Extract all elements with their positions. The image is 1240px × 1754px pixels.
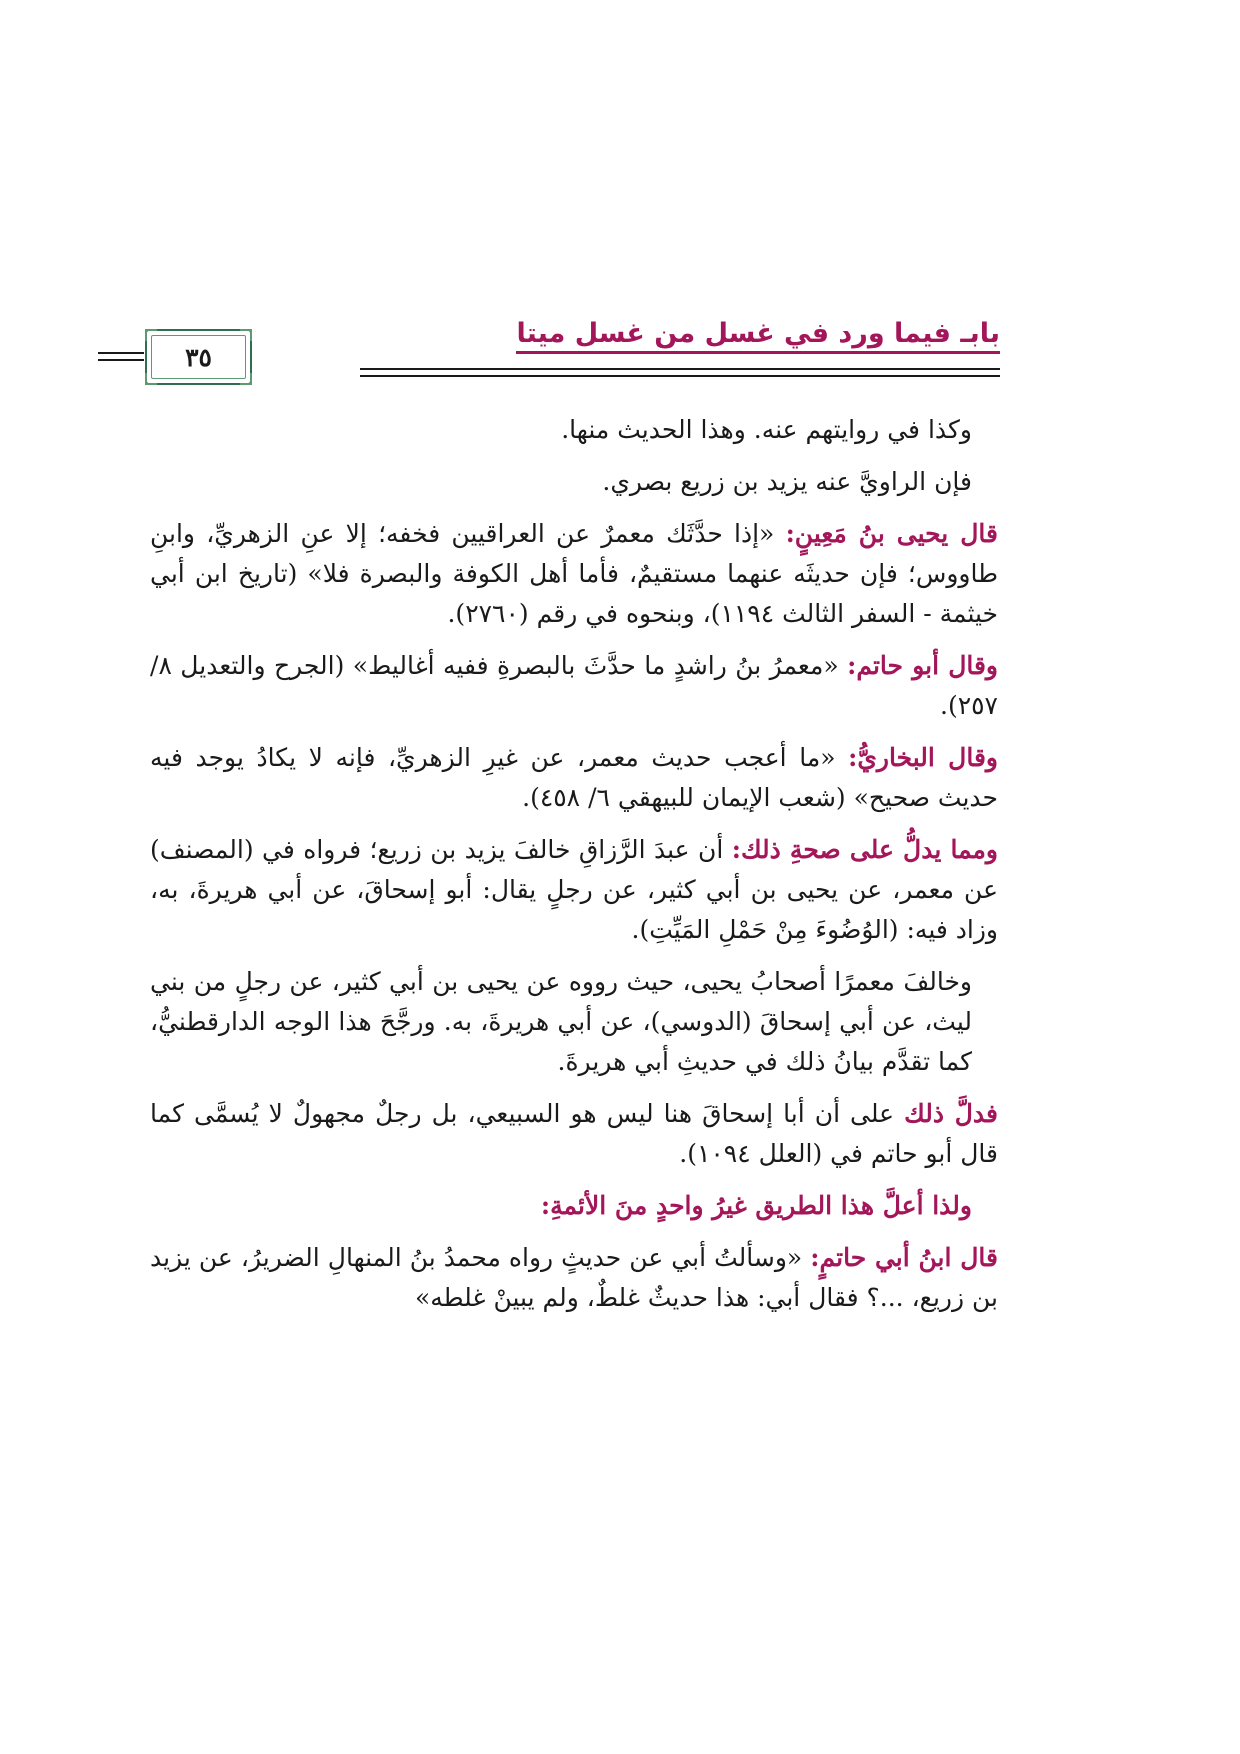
paragraph-text: على أن أبا إسحاقَ هنا ليس هو السبيعي، بل رجلٌ مجهولٌ لا يُسمَّى كما قال أبو حاتم في (العلل ١٠٩٤). — [150, 1099, 998, 1168]
paragraph-lead: قال يحيى بنُ مَعِينٍ: — [785, 519, 998, 548]
paragraph-lead: وقال البخاريُّ: — [848, 743, 998, 772]
paragraph-text: وخالفَ معمرًا أصحابُ يحيى، حيث رووه عن يحيى بن أبي كثير، عن رجلٍ من بني ليث، عن أبي إسحاقَ (الدوسي)، عن أبي هريرةَ، به. ورجَّحَ هذا الوجه الدارقطنيُّ، كما تقدَّم بيانُ ذلك في حديثِ أبي هريرةَ. — [150, 967, 972, 1076]
header-rule-bottom-right — [360, 375, 1000, 377]
paragraph — [150, 830, 998, 950]
paragraph-text: «ما أعجب حديث معمر، عن غيرِ الزهريِّ، فإنه لا يكادُ يوجد فيه حديث صحيح» (شعب الإيمان للبيهقي ٦/ ٤٥٨). — [150, 743, 998, 812]
paragraph-lead: فدلَّ ذلك — [904, 1099, 998, 1128]
paragraph-lead: قال ابنُ أبي حاتمٍ: — [810, 1243, 998, 1272]
paragraph — [150, 738, 998, 818]
paragraph — [150, 646, 998, 726]
paragraph — [150, 962, 998, 1082]
paragraph — [150, 410, 998, 450]
paragraph-text: وكذا في روايتهم عنه. وهذا الحديث منها. — [561, 415, 972, 444]
paragraph-text: «وسألتُ أبي عن حديثٍ رواه محمدُ بنُ المنهالِ الضريرُ، عن يزيد بن زريع، ...؟ فقال أبي: هذا حديثٌ غلطٌ، ولم يبينْ غلطه» — [150, 1243, 998, 1312]
page-header — [148, 318, 1000, 380]
page-number: ٣٥ — [151, 335, 246, 379]
paragraph — [150, 1238, 998, 1318]
paragraph-text: فإن الراويَّ عنه يزيد بن زريع بصري. — [602, 467, 972, 496]
header-rule-bottom-left — [98, 359, 144, 361]
paragraph-text: أن عبدَ الرَّزاقِ خالفَ يزيد بن زريع؛ فرواه في (المصنف) عن معمر، عن يحيى بن أبي كثير، عن رجلٍ يقال: أبو إسحاقَ، عن أبي هريرةَ، به، وزاد فيه: (الوُضُوءَ مِنْ حَمْلِ المَيِّتِ). — [150, 835, 998, 944]
page-body — [150, 410, 998, 1330]
paragraph-text: «إذا حدَّثَك معمرٌ عن العراقيين فخفه؛ إلا عنِ الزهريِّ، وابنِ طاووس؛ فإن حديثَه عنهما مستقيمٌ، فأما أهل الكوفة والبصرة فلا» (تاريخ ابن أبي خيثمة - السفر الثالث ١١٩٤)، وبنحوه في رقم (٢٧٦٠). — [150, 519, 998, 628]
paragraph-lead: وقال أبو حاتم: — [847, 651, 999, 680]
chapter-title: بابـ فيما ورد في غسل من غسل ميتا — [516, 318, 1000, 354]
paragraph — [150, 1094, 998, 1174]
section-heading: ولذا أعلَّ هذا الطريق غيرُ واحدٍ منَ الأئمةِ: — [540, 1191, 972, 1220]
page-number-badge — [145, 329, 252, 385]
paragraph — [150, 462, 998, 502]
header-rule-top-right — [360, 368, 1000, 370]
paragraph-lead: ومما يدلُّ على صحةِ ذلك: — [731, 835, 998, 864]
paragraph-text: «معمرُ بنُ راشدٍ ما حدَّثَ بالبصرةِ ففيه أغاليط» (الجرح والتعديل ٨/ ٢٥٧). — [150, 651, 998, 720]
paragraph — [150, 514, 998, 634]
header-rule-top-left — [98, 352, 144, 354]
